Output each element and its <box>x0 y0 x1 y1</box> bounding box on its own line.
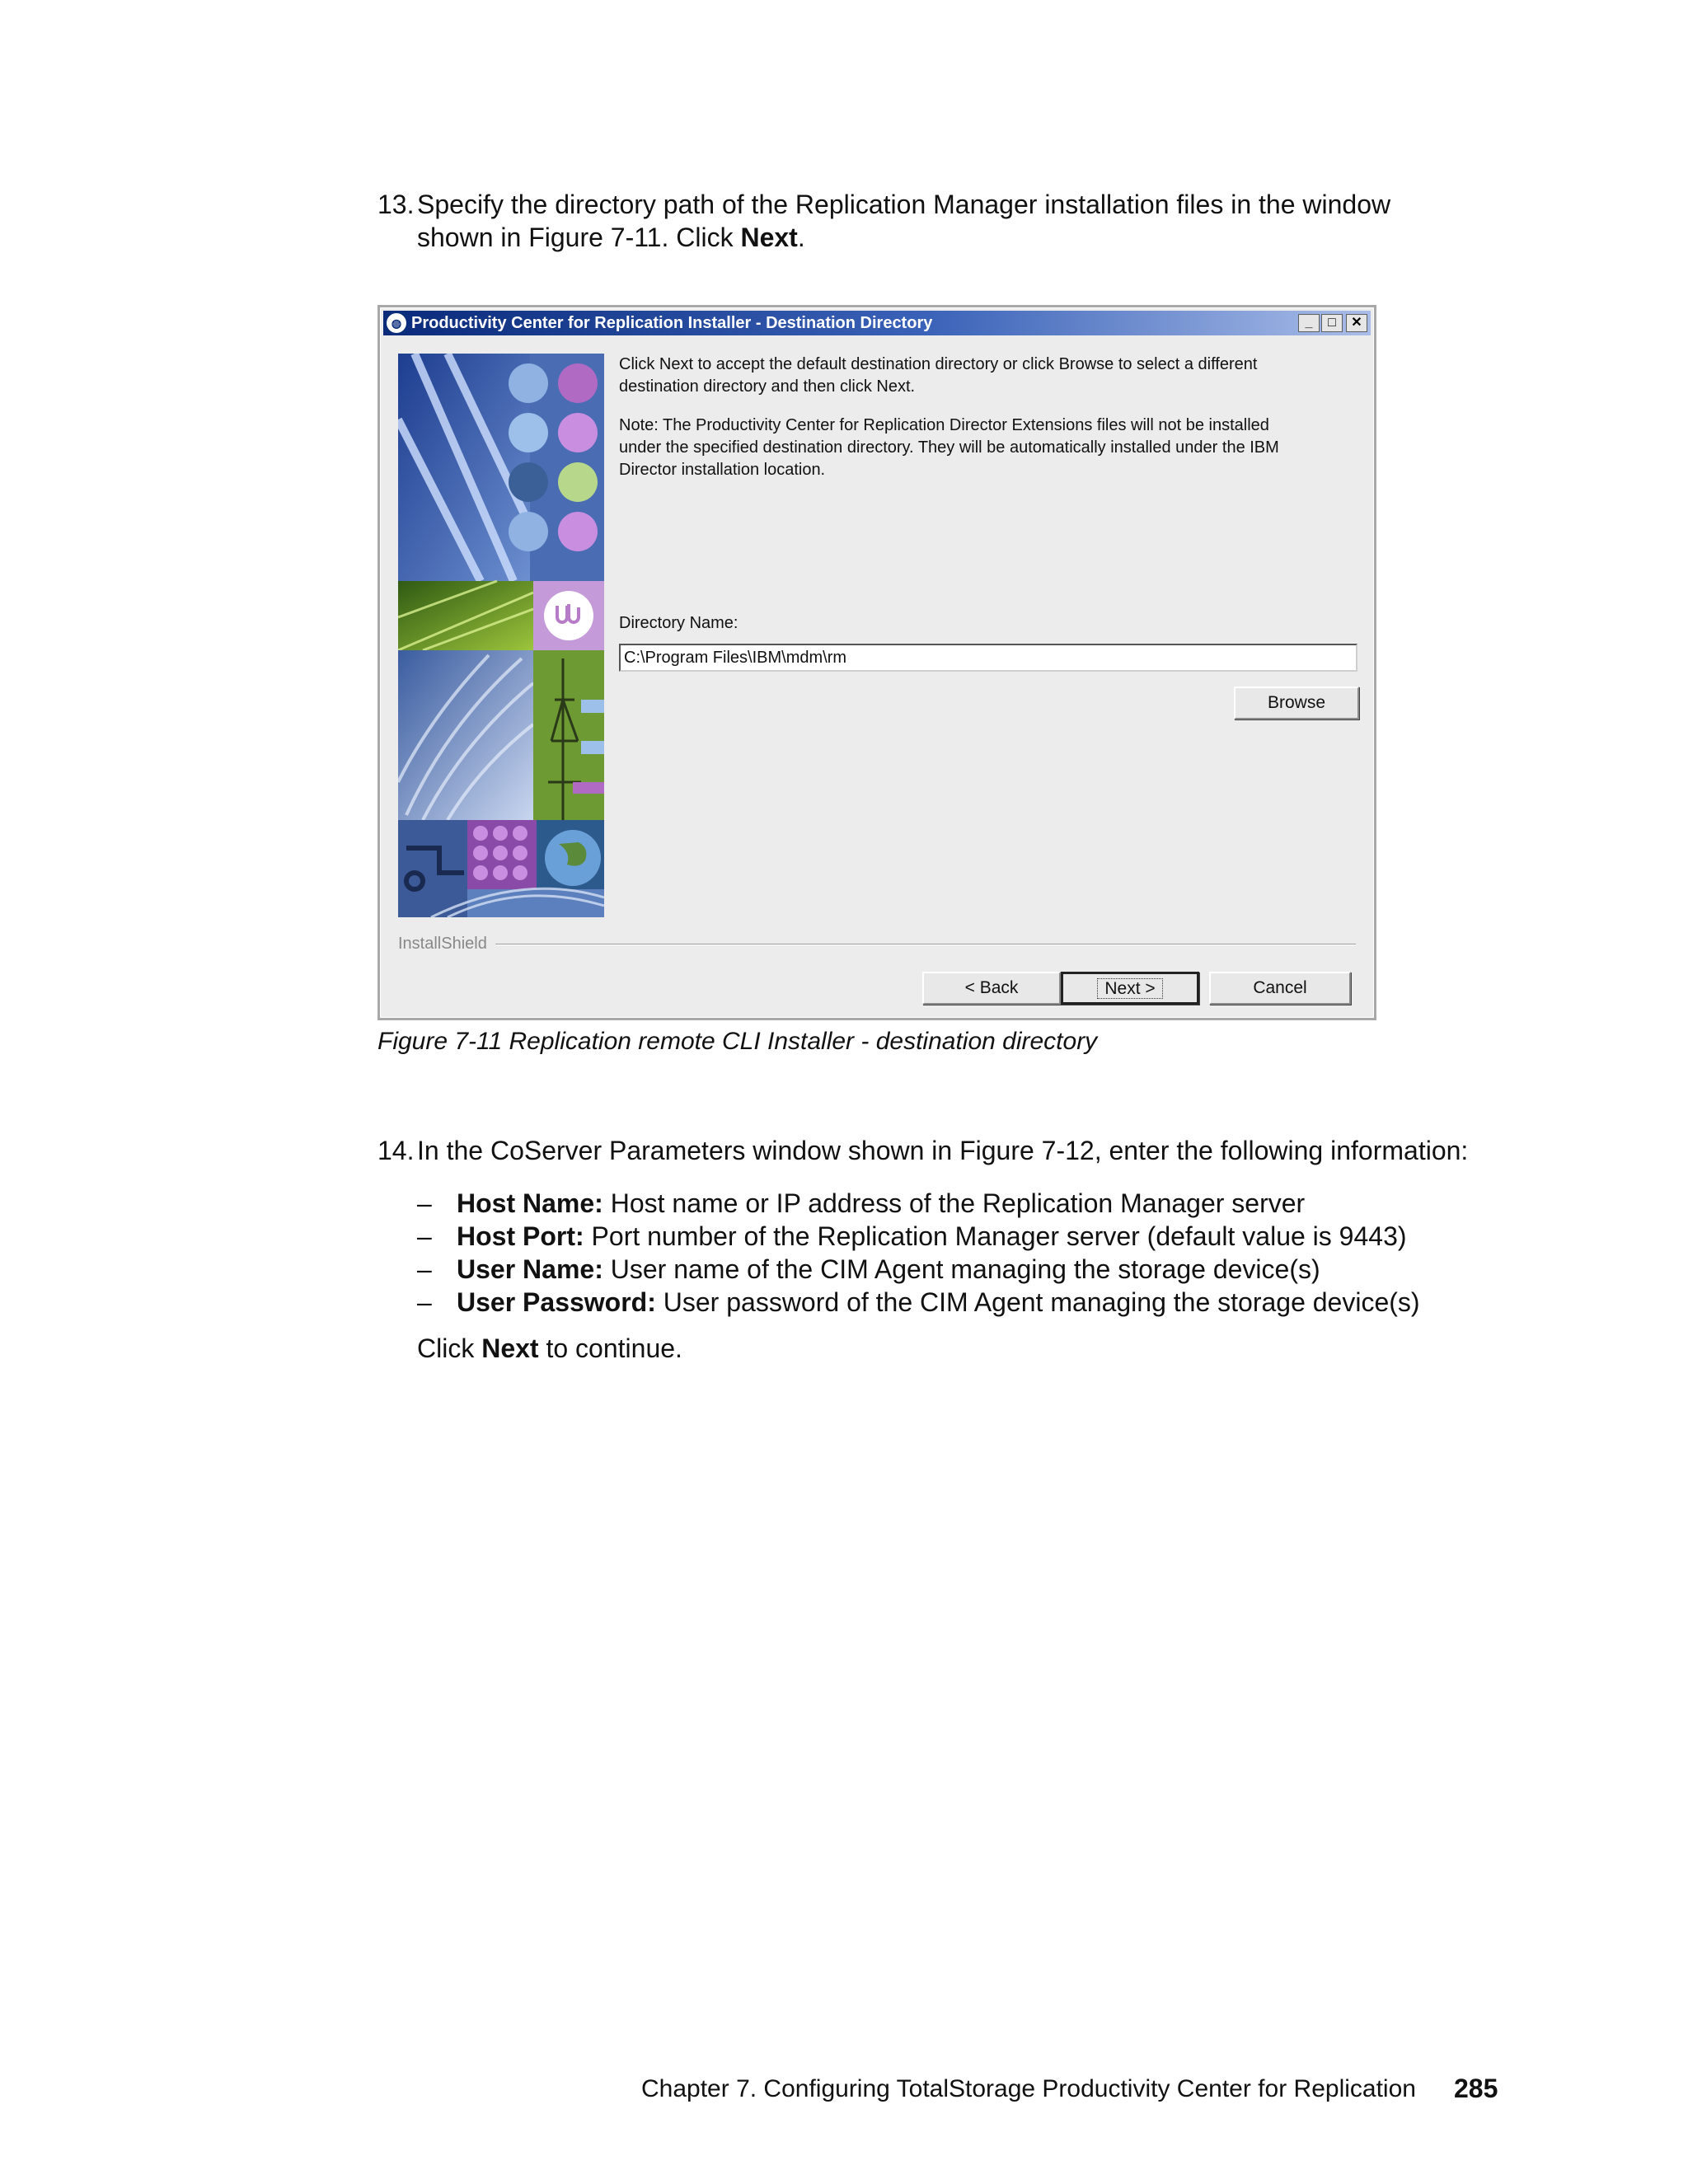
continue-pre: Click <box>417 1333 482 1363</box>
installshield-label: InstallShield <box>398 934 495 954</box>
next-button[interactable] <box>1061 972 1199 1005</box>
note-text <box>619 415 1361 481</box>
step-text: In the CoServer Parameters window shown in Figure 7-12, enter the following information: <box>417 1136 1469 1165</box>
list-item-text: Port number of the Replication Manager server (default value is 9443) <box>584 1221 1407 1251</box>
page-number: 285 <box>1454 2074 1498 2103</box>
step-number: 13. <box>377 190 415 219</box>
intro-line-2: destination directory and then click Next. <box>619 377 916 396</box>
step-text-line-2-post: . <box>797 223 805 252</box>
list-item-label: User Name: <box>457 1254 603 1284</box>
step-text-line-1: Specify the directory path of the Replication Manager installation files in the window <box>417 190 1391 219</box>
back-button[interactable]: < Back <box>922 972 1061 1005</box>
step-number: 14. <box>377 1136 415 1165</box>
continue-instruction <box>417 1332 682 1365</box>
list-item-label: User Password: <box>457 1287 656 1317</box>
cancel-button[interactable]: Cancel <box>1209 972 1351 1005</box>
list-dash: – <box>417 1188 432 1218</box>
next-button-label: Next > <box>1098 979 1161 998</box>
continue-next-bold: Next <box>481 1333 539 1363</box>
step-text-line-2 <box>417 221 1571 254</box>
step-text-next-bold: Next <box>740 223 798 252</box>
minimize-button[interactable]: _ <box>1298 314 1320 332</box>
directory-input[interactable]: C:\Program Files\IBM\mdm\rm <box>619 644 1357 672</box>
continue-post: to continue. <box>538 1333 682 1363</box>
list-dash: – <box>417 1221 432 1251</box>
maximize-button[interactable]: □ <box>1321 314 1343 332</box>
dialog-title: Productivity Center for Replication Installer - Destination Directory <box>411 314 933 332</box>
list-dash: – <box>417 1254 432 1284</box>
list-item-text: User password of the CIM Agent managing the storage device(s) <box>655 1287 1420 1317</box>
installer-dialog <box>377 305 1376 1020</box>
directory-label: Directory Name: <box>619 614 738 632</box>
installer-collage-image <box>398 354 604 917</box>
figure-caption: Figure 7-11 Replication remote CLI Installer - destination directory <box>377 1028 1098 1055</box>
list-item-label: Host Name: <box>457 1188 603 1218</box>
list-item-label: Host Port: <box>457 1221 584 1251</box>
note-line-3: Director installation location. <box>619 461 826 479</box>
footer-chapter: Chapter 7. Configuring TotalStorage Productivity Center for Replication <box>641 2075 1416 2102</box>
dialog-titlebar[interactable] <box>383 311 1371 335</box>
list-item-text: Host name or IP address of the Replication Manager server <box>603 1188 1306 1218</box>
intro-line-1: Click Next to accept the default destination directory or click Browse to select a different <box>619 355 1258 373</box>
note-line-1: Note: The Productivity Center for Replication Director Extensions files will not be installed <box>619 416 1269 434</box>
close-button[interactable]: ✕ <box>1346 314 1367 332</box>
list-item-text: User name of the CIM Agent managing the storage device(s) <box>603 1254 1320 1284</box>
intro-text <box>619 354 1361 398</box>
browse-button[interactable]: Browse <box>1234 687 1359 719</box>
step-text <box>417 188 1571 254</box>
note-line-2: under the specified destination directory. They will be automatically installed under the IBM <box>619 438 1279 457</box>
list-dash: – <box>417 1287 432 1317</box>
ibm-installer-icon: ◍ <box>387 313 406 333</box>
step-text-line-2-pre: shown in Figure 7-11. Click <box>417 223 741 252</box>
